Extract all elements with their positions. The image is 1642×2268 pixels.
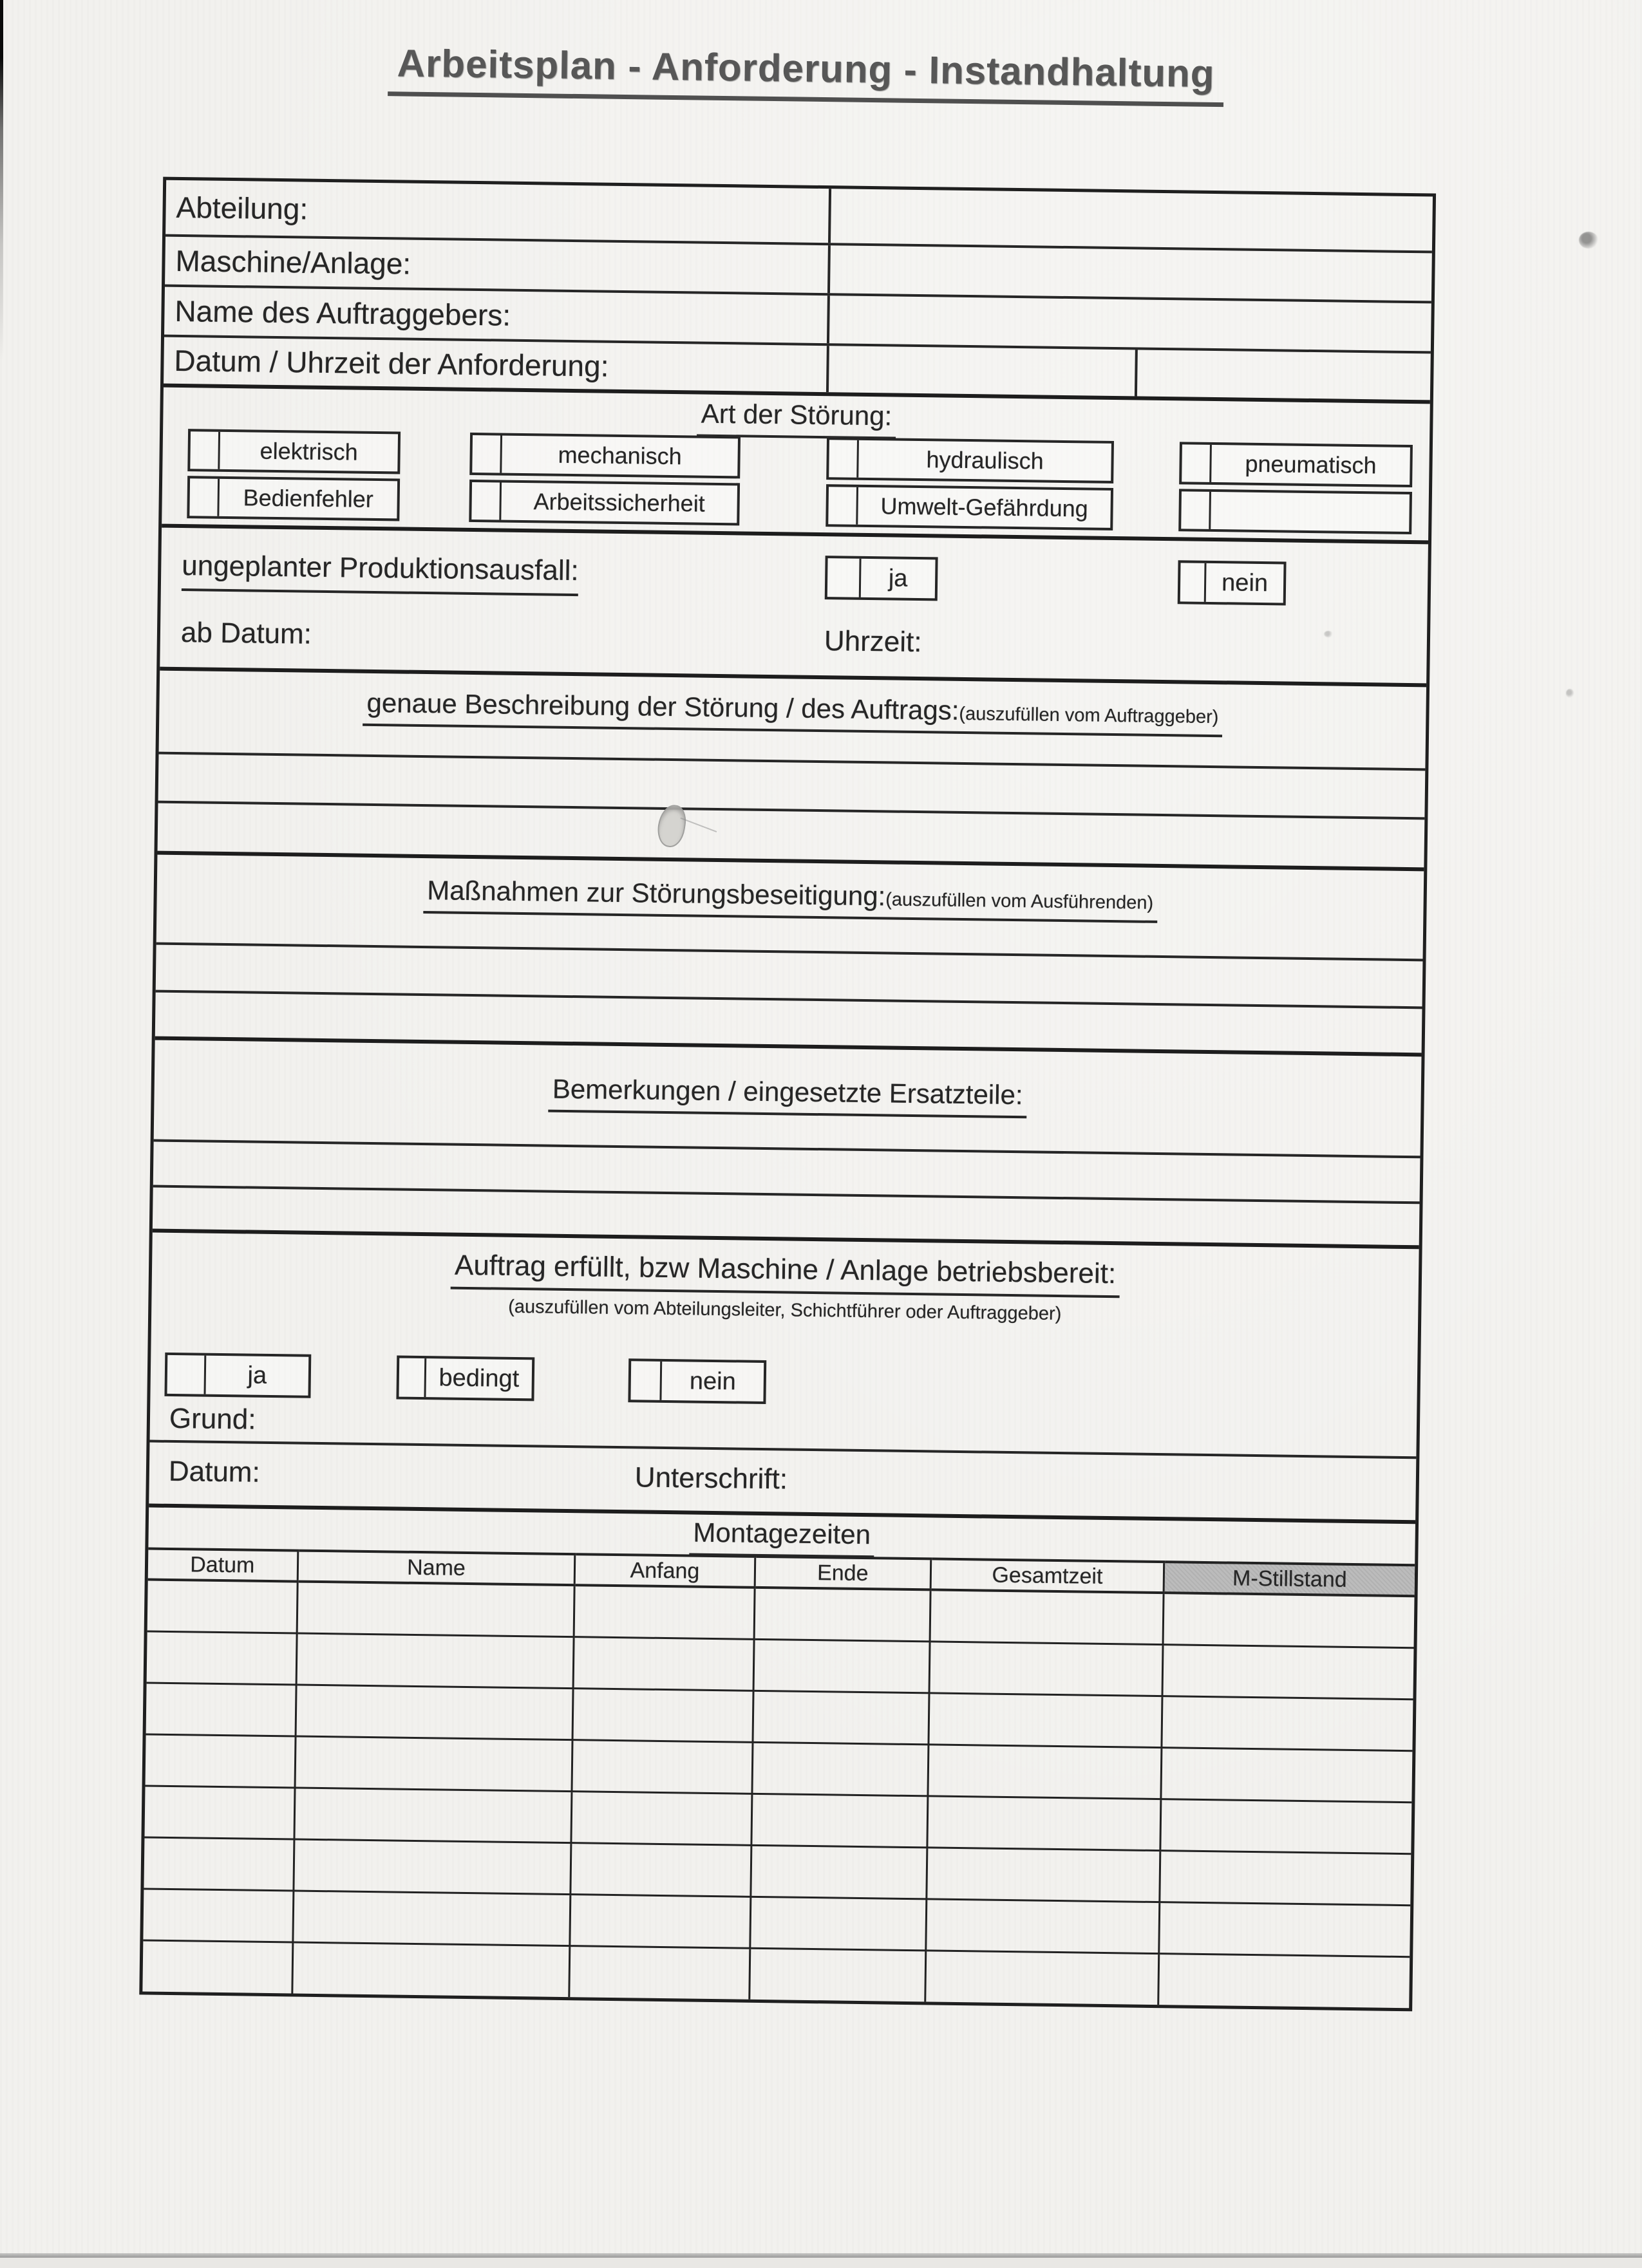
- col-header-m-stillstand: M-Stillstand: [1164, 1562, 1415, 1596]
- scan-artifact-left-edge: [0, 0, 3, 361]
- table-cell[interactable]: [750, 1897, 926, 1951]
- checkbox-bedienfehler: Bedienfehler: [187, 476, 400, 521]
- massnahmen-heading: Maßnahmen zur Störungsbeseitigung:(auszufüllen vom Ausführenden): [156, 855, 1424, 927]
- uhrzeit-label: Uhrzeit:: [824, 625, 922, 659]
- checkbox-box-mechanisch[interactable]: [472, 435, 502, 473]
- field-value-abteilung[interactable]: [831, 189, 1433, 250]
- table-cell[interactable]: [753, 1639, 930, 1693]
- bemerkungen-heading: Bemerkungen / eingesetzte Ersatzteile:: [154, 1040, 1421, 1124]
- montagezeiten-heading: Montagezeiten: [148, 1508, 1415, 1566]
- table-cell[interactable]: [1162, 1696, 1413, 1750]
- grund-label: Grund:: [169, 1402, 256, 1436]
- table-cell[interactable]: [292, 1942, 570, 1997]
- checkbox-box-elektrisch[interactable]: [190, 431, 220, 469]
- field-label-maschine: Maschine/Anlage:: [165, 237, 831, 294]
- table-cell[interactable]: [569, 1945, 750, 2000]
- checkbox-box-erfuellt-ja[interactable]: [167, 1355, 207, 1394]
- checkbox-box-sonstige[interactable]: [1181, 491, 1211, 529]
- table-cell[interactable]: [296, 1633, 574, 1689]
- table-cell[interactable]: [1159, 1902, 1411, 1956]
- checkbox-ausfall-ja: ja: [825, 556, 938, 601]
- table-cell[interactable]: [928, 1744, 1162, 1799]
- table-cell[interactable]: [926, 1898, 1160, 1953]
- table-cell[interactable]: [147, 1631, 297, 1684]
- table-cell[interactable]: [572, 1688, 753, 1742]
- table-cell[interactable]: [142, 1940, 292, 1993]
- section-auftrag-erfuellt: [150, 1233, 1419, 1459]
- col-header-gesamtzeit: Gesamtzeit: [930, 1559, 1164, 1593]
- checkbox-ausfall-nein: nein: [1178, 560, 1287, 605]
- table-cell[interactable]: [571, 1791, 751, 1845]
- table-cell[interactable]: [144, 1785, 294, 1839]
- checkbox-erfuellt-nein: nein: [628, 1358, 766, 1404]
- beschreibung-heading: genaue Beschreibung der Störung / des Auftrags:(auszufüllen vom Auftraggeber): [159, 671, 1426, 740]
- checkbox-box-ausfall-nein[interactable]: [1180, 563, 1207, 602]
- erfuellt-heading: Auftrag erfüllt, bzw Maschine / Anlage betriebsbereit:: [152, 1233, 1419, 1302]
- table-cell[interactable]: [570, 1894, 750, 1948]
- produktionsausfall-label: ungeplanter Produktionsausfall:: [182, 550, 579, 596]
- checkbox-box-erfuellt-bedingt[interactable]: [399, 1358, 426, 1398]
- col-header-name: Name: [297, 1551, 575, 1586]
- field-label-datum-uhrzeit: Datum / Uhrzeit der Anforderung:: [164, 337, 829, 393]
- montagezeiten-body: [142, 1580, 1414, 2009]
- table-cell[interactable]: [571, 1842, 751, 1897]
- table-cell[interactable]: [574, 1585, 754, 1639]
- field-value-maschine[interactable]: [830, 245, 1432, 301]
- table-cell[interactable]: [573, 1636, 753, 1691]
- checkbox-sonstige: [1178, 489, 1412, 534]
- table-cell[interactable]: [754, 1588, 930, 1642]
- table-cell[interactable]: [1160, 1850, 1411, 1905]
- checkbox-arbeitssicherheit: Arbeitssicherheit: [469, 480, 740, 525]
- unterschrift-label: Unterschrift:: [634, 1461, 788, 1495]
- table-cell[interactable]: [1162, 1644, 1414, 1699]
- checkbox-box-hydraulisch[interactable]: [829, 440, 859, 478]
- field-value-datum-uhrzeit: [829, 346, 1431, 400]
- checkbox-box-pneumatisch[interactable]: [1182, 444, 1212, 482]
- section-produktionsausfall: [160, 528, 1428, 688]
- checkbox-box-umwelt-gefaehrdung[interactable]: [828, 487, 858, 525]
- table-cell[interactable]: [752, 1742, 929, 1796]
- section-beschreibung-heading: [159, 671, 1427, 771]
- field-value-uhrzeit[interactable]: [1137, 350, 1431, 400]
- table-cell[interactable]: [753, 1691, 929, 1745]
- stoerung-heading: Art der Störung:: [163, 388, 1430, 447]
- table-cell[interactable]: [295, 1736, 573, 1792]
- checkbox-erfuellt-bedingt: bedingt: [396, 1356, 534, 1401]
- table-cell[interactable]: [1161, 1747, 1413, 1802]
- erfuellt-note: (auszufüllen vom Abteilungsleiter, Schichtführer oder Auftraggeber): [507, 1296, 1062, 1325]
- table-cell[interactable]: [1163, 1593, 1415, 1647]
- table-cell[interactable]: [925, 1950, 1159, 2005]
- col-header-ende: Ende: [755, 1557, 931, 1590]
- table-cell[interactable]: [144, 1837, 294, 1890]
- ab-datum-label: ab Datum:: [180, 617, 312, 650]
- table-cell[interactable]: [749, 1948, 925, 2002]
- table-cell[interactable]: [294, 1788, 572, 1843]
- checkbox-mechanisch: mechanisch: [469, 433, 741, 478]
- scan-artifact-speck-3: [1324, 631, 1333, 637]
- col-header-datum: Datum: [148, 1549, 298, 1582]
- table-cell[interactable]: [143, 1888, 293, 1942]
- checkbox-hydraulisch: hydraulisch: [826, 437, 1114, 483]
- scan-artifact-speck-2: [1566, 689, 1574, 698]
- section-art-der-stoerung: [162, 388, 1430, 545]
- checkbox-umwelt-gefaehrdung: Umwelt-Gefährdung: [826, 484, 1113, 530]
- maintenance-form: [139, 177, 1436, 2012]
- scan-artifact-bottom-edge: [0, 2253, 1642, 2258]
- checkbox-box-arbeitssicherheit[interactable]: [471, 482, 502, 520]
- field-label-abteilung: Abteilung:: [165, 180, 831, 243]
- table-cell[interactable]: [297, 1582, 575, 1637]
- table-cell[interactable]: [146, 1734, 296, 1787]
- montagezeiten-table: [142, 1548, 1415, 2009]
- table-cell[interactable]: [927, 1795, 1161, 1850]
- checkbox-pneumatisch: pneumatisch: [1179, 442, 1413, 487]
- section-bemerkungen-heading: [154, 1040, 1422, 1159]
- table-cell[interactable]: [146, 1682, 296, 1736]
- table-cell[interactable]: [572, 1739, 752, 1794]
- datum-label: Datum:: [168, 1455, 261, 1488]
- table-cell[interactable]: [1158, 1953, 1410, 2008]
- table-cell[interactable]: [751, 1794, 928, 1848]
- table-cell[interactable]: [294, 1839, 572, 1895]
- field-label-auftraggeber: Name des Auftraggebers:: [164, 287, 830, 344]
- table-cell[interactable]: [147, 1580, 297, 1633]
- checkbox-elektrisch: elektrisch: [187, 429, 401, 474]
- table-cell[interactable]: [929, 1692, 1162, 1747]
- field-value-datum[interactable]: [829, 346, 1138, 396]
- table-cell[interactable]: [929, 1641, 1163, 1696]
- form-title: Arbeitsplan - Anforderung - Instandhaltung: [388, 41, 1224, 107]
- checkbox-box-ausfall-ja[interactable]: [827, 558, 862, 597]
- table-cell[interactable]: [930, 1589, 1164, 1644]
- col-header-anfang: Anfang: [575, 1554, 755, 1588]
- section-massnahmen-heading: [156, 855, 1424, 962]
- table-cell[interactable]: [751, 1845, 927, 1899]
- table-cell[interactable]: [296, 1685, 574, 1740]
- checkbox-box-bedienfehler[interactable]: [189, 478, 220, 516]
- table-cell[interactable]: [292, 1890, 571, 1945]
- checkbox-erfuellt-ja: ja: [164, 1353, 311, 1398]
- scan-artifact-speck-1: [1579, 232, 1598, 248]
- table-cell[interactable]: [1160, 1799, 1412, 1853]
- checkbox-box-erfuellt-nein[interactable]: [630, 1361, 662, 1400]
- field-value-auftraggeber[interactable]: [829, 295, 1431, 351]
- table-cell[interactable]: [927, 1847, 1160, 1902]
